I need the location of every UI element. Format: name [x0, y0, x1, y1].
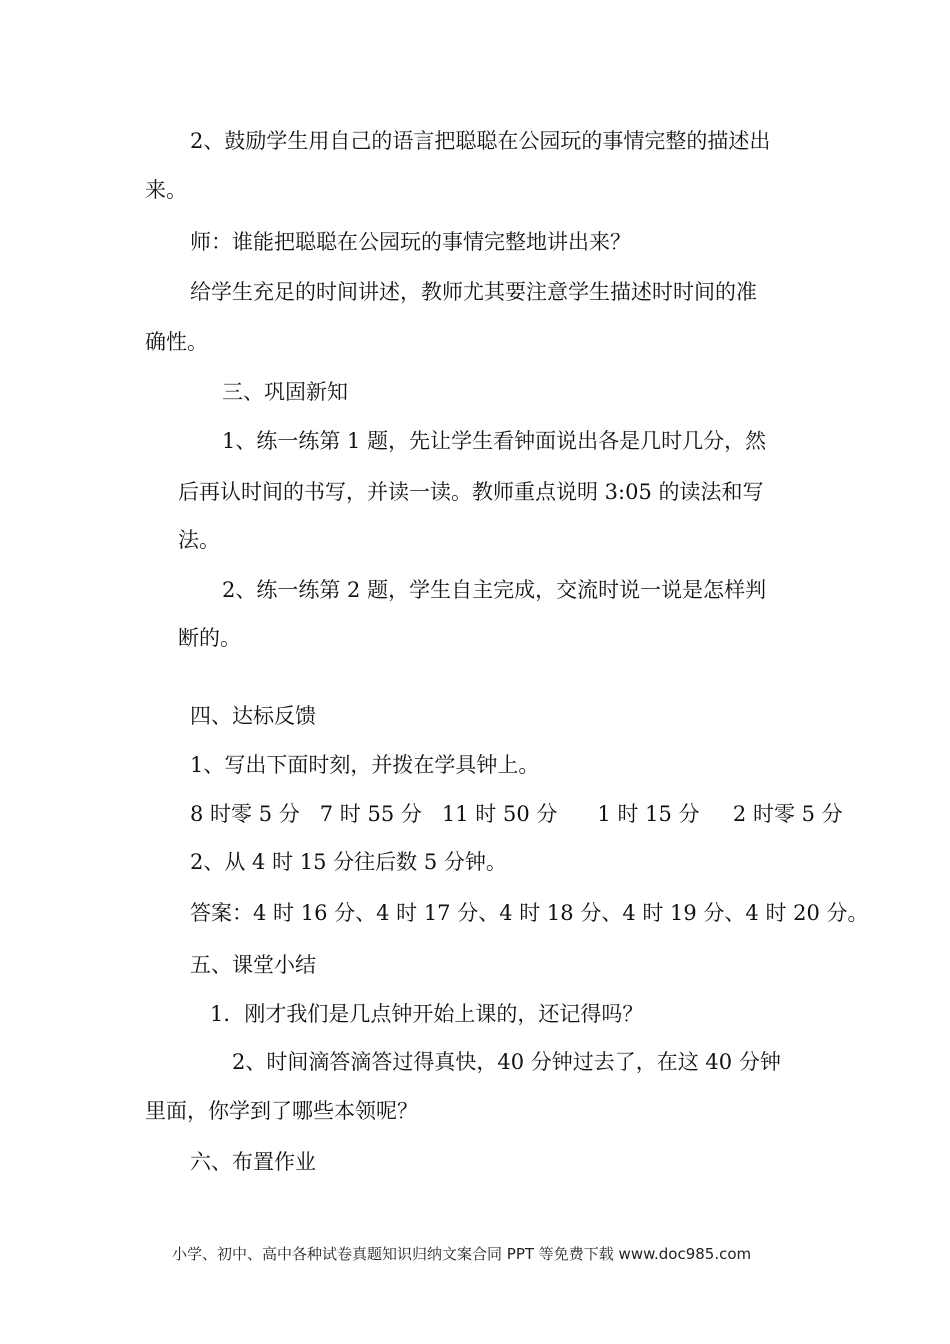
section-heading: 五、课堂小结: [190, 953, 316, 977]
paragraph-line: 2、时间滴答滴答过得真快，40 分钟过去了，在这 40 分钟: [232, 1050, 781, 1074]
page-footer: 小学、初中、高中各种试卷真题知识归纳文案合同 PPT 等免费下载 www.doc985.com: [172, 1245, 752, 1263]
section-heading: 六、布置作业: [190, 1150, 316, 1174]
paragraph-line: 确性。: [145, 330, 208, 354]
paragraph-line: 来。: [145, 178, 187, 202]
section-heading: 四、达标反馈: [190, 704, 316, 728]
paragraph-line: 2、练一练第 2 题，学生自主完成，交流时说一说是怎样判: [222, 578, 767, 602]
paragraph-line: 1、练一练第 1 题，先让学生看钟面说出各是几时几分，然: [222, 429, 767, 453]
paragraph-line: 后再认时间的书写，并读一读。教师重点说明 3:05 的读法和写: [178, 480, 764, 504]
paragraph-line: 8 时零 5 分 7 时 55 分 11 时 50 分 1 时 15 分 2 时零 5 分: [190, 802, 843, 826]
paragraph-line: 2、鼓励学生用自己的语言把聪聪在公园玩的事情完整的描述出: [190, 129, 771, 153]
paragraph-line: 法。: [178, 528, 220, 552]
section-heading: 三、巩固新知: [222, 380, 348, 404]
paragraph-line: 断的。: [178, 626, 241, 650]
paragraph-line: 答案：4 时 16 分、4 时 17 分、4 时 18 分、4 时 19 分、4 时 20 分。: [190, 901, 869, 925]
paragraph-line: 师：谁能把聪聪在公园玩的事情完整地讲出来？: [190, 230, 631, 254]
paragraph-line: 给学生充足的时间讲述，教师尤其要注意学生描述时时间的准: [190, 280, 757, 304]
paragraph-line: 1、写出下面时刻，并拨在学具钟上。: [190, 753, 540, 777]
paragraph-line: 1．刚才我们是几点钟开始上课的，还记得吗？: [210, 1002, 644, 1026]
paragraph-line: 里面，你学到了哪些本领呢？: [145, 1099, 418, 1123]
paragraph-line: 2、从 4 时 15 分往后数 5 分钟。: [190, 850, 507, 874]
